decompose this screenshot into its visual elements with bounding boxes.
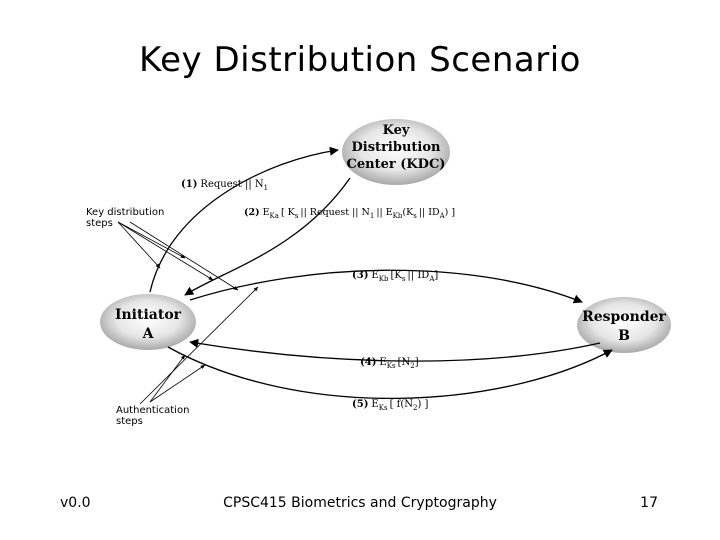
initiator-label-line2: A bbox=[142, 326, 154, 342]
arrow-message-5 bbox=[168, 347, 612, 398]
message-3-text4: ] bbox=[434, 270, 439, 281]
message-4-label bbox=[360, 357, 419, 370]
message-4-sub2: 2 bbox=[410, 362, 415, 370]
message-5-text2: [ f(N bbox=[389, 399, 413, 410]
message-1-sub: 1 bbox=[263, 184, 269, 192]
message-2-sub: Ka bbox=[269, 212, 279, 220]
message-2-sub2: s bbox=[294, 212, 299, 220]
message-5-label bbox=[352, 399, 429, 412]
message-2-text: E bbox=[262, 207, 270, 218]
auth-steps-label-line2: steps bbox=[116, 416, 143, 427]
initiator-label-line1: Initiator bbox=[114, 307, 182, 323]
responder-label-line1: Responder bbox=[582, 309, 666, 325]
kdc-label-line1: Key bbox=[382, 123, 410, 138]
message-1-number: (1) bbox=[181, 179, 198, 190]
message-3-text2: [K bbox=[390, 270, 402, 281]
message-1-text: Request || N bbox=[200, 179, 264, 190]
message-4-number: (4) bbox=[360, 357, 377, 368]
footer-page-number: 17 bbox=[640, 495, 658, 511]
arrow-message-2 bbox=[185, 178, 350, 295]
message-2-sub5: s bbox=[413, 212, 417, 220]
message-2-text3: || Request || N bbox=[300, 207, 370, 218]
message-4-sub: Ks bbox=[386, 362, 396, 370]
message-2-sub4: Kb bbox=[392, 212, 403, 220]
key-steps-label-line2: steps bbox=[86, 218, 113, 229]
footer-course: CPSC415 Biometrics and Cryptography bbox=[223, 495, 497, 511]
message-2-sub6: A bbox=[439, 212, 445, 220]
auth-steps-label-line1: Authentication bbox=[116, 405, 190, 416]
message-3-text3: || ID bbox=[407, 270, 430, 281]
responder-label-line2: B bbox=[618, 328, 630, 344]
message-2-label bbox=[244, 207, 455, 220]
message-3-sub2: s bbox=[401, 275, 406, 283]
footer-version: v0.0 bbox=[60, 495, 91, 511]
message-2-text6: || ID bbox=[418, 207, 440, 218]
message-2-text7: ) ] bbox=[444, 207, 456, 218]
message-4-text3: ] bbox=[414, 357, 419, 368]
message-4-text2: [N bbox=[397, 357, 411, 368]
message-5-number: (5) bbox=[352, 399, 369, 410]
message-3-number: (3) bbox=[352, 270, 369, 281]
message-1-label bbox=[181, 179, 268, 192]
message-2-sub3: 1 bbox=[369, 212, 375, 220]
kdc-label-line3: Center (KDC) bbox=[346, 157, 446, 172]
kdc-label-line2: Distribution bbox=[351, 140, 441, 155]
message-2-text5: (K bbox=[402, 207, 414, 218]
message-5-sub2: 2 bbox=[413, 404, 418, 412]
initiator-node bbox=[100, 294, 196, 350]
slide-title: Key Distribution Scenario bbox=[139, 40, 581, 80]
message-2-number: (2) bbox=[244, 207, 260, 218]
message-5-text3: ) ] bbox=[417, 399, 429, 410]
message-4-text: E bbox=[379, 357, 387, 368]
message-5-text: E bbox=[371, 399, 379, 410]
message-2-text4: || E bbox=[376, 207, 393, 218]
kdc-node bbox=[342, 119, 450, 185]
message-5-sub: Ks bbox=[378, 404, 388, 412]
arrow-message-4 bbox=[190, 342, 600, 361]
message-3-text: E bbox=[371, 270, 379, 281]
message-3-sub3: A bbox=[429, 275, 435, 283]
arrow-message-1 bbox=[150, 150, 338, 292]
key-steps-label-line1: Key distribution bbox=[86, 207, 165, 218]
message-3-label bbox=[352, 270, 438, 283]
key-distribution-pointers bbox=[118, 222, 238, 290]
message-3-sub: Kb bbox=[378, 275, 389, 283]
message-2-text2: [ K bbox=[280, 207, 295, 218]
